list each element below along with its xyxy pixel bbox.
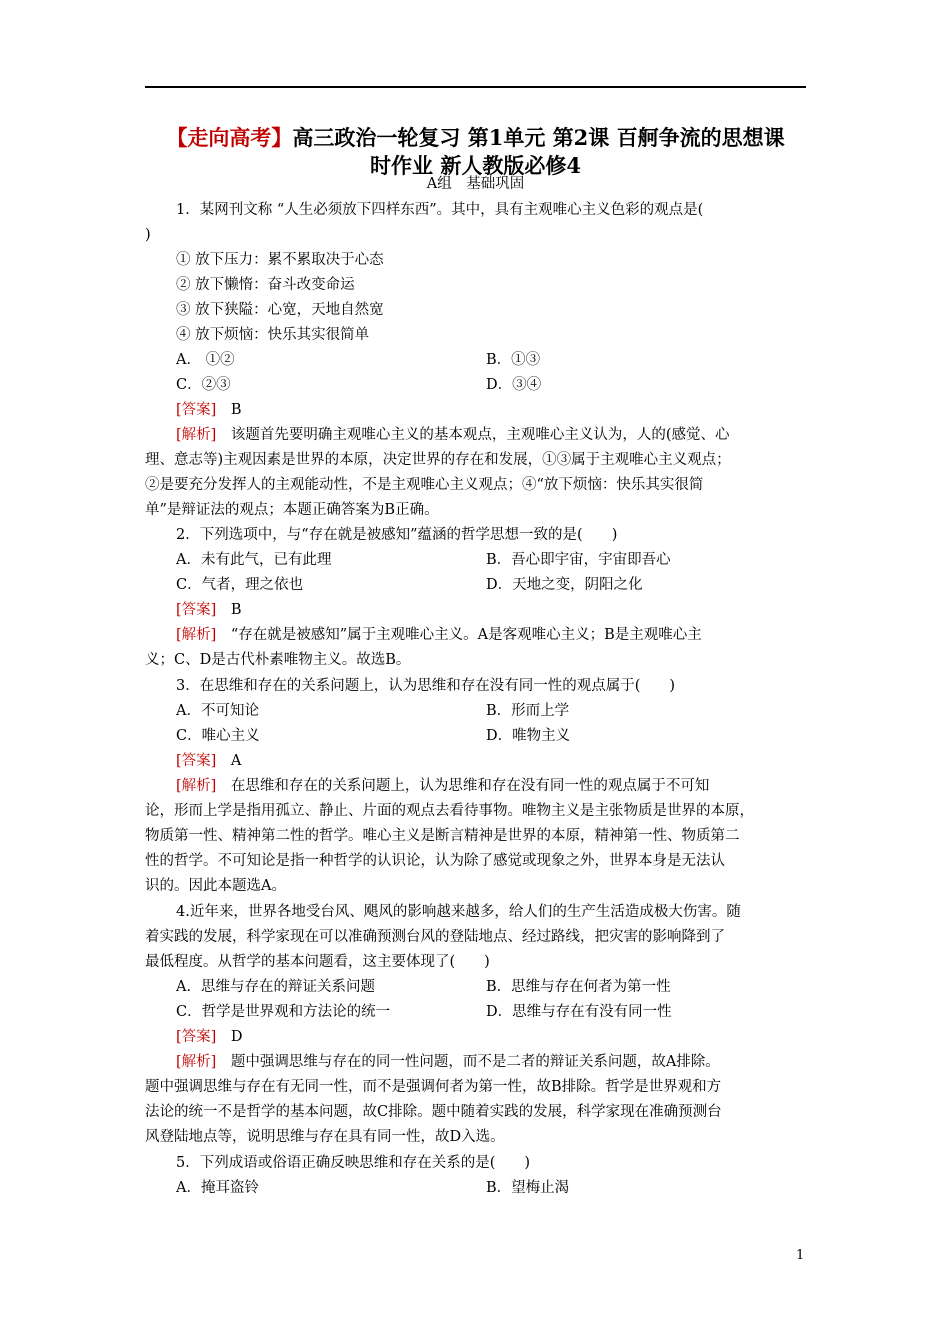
answer-label: [答案] (176, 402, 217, 418)
q4-explanation-1 (176, 1052, 720, 1072)
analysis-label: [解析] (176, 627, 217, 643)
q4-stem-3: 最低程度。从哲学的基本问题看，这主要体现了( ) (145, 954, 490, 970)
q4-stem-1: 4.近年来，世界各地受台风、飓风的影响越来越多，给人们的生产生活造成极大伤害。随 (176, 904, 741, 920)
q1-option-d: D．③④ (486, 377, 542, 393)
analysis-label: [解析] (176, 1054, 217, 1070)
q2-answer (176, 600, 241, 620)
q2-explanation-1 (176, 625, 702, 645)
q1-exp-text: 该题首先要明确主观唯心主义的基本观点，主观唯心主义认为，人的(感觉、心 (230, 427, 730, 443)
q2-option-d: D．天地之变，阴阳之化 (486, 577, 643, 593)
q5-stem: 5．下列成语或俗语正确反映思维和存在关系的是( ) (176, 1155, 531, 1171)
q4-explanation-4: 风登陆地点等，说明思维与存在具有同一性，故D入选。 (145, 1129, 505, 1145)
q1-answer-value: B (230, 402, 242, 418)
q3-option-b: B．形而上学 (486, 703, 570, 719)
q1-explanation-4: 单”是辩证法的观点；本题正确答案为B正确。 (145, 502, 439, 518)
q4-option-c: C．哲学是世界观和方法论的统一 (176, 1004, 391, 1020)
q1-option-c: C．②③ (176, 377, 231, 393)
section-heading: A组 基础巩固 (426, 176, 525, 192)
answer-label: [答案] (176, 753, 217, 769)
q2-exp-text: “存在就是被感知”属于主观唯心主义。A是客观唯心主义；B是主观唯心主 (230, 627, 702, 643)
q3-explanation-5: 识的。因此本题选A。 (145, 878, 286, 894)
q1-stem-end: ) (145, 227, 151, 243)
q1-explanation-2: 理、意志等)主观因素是世界的本原，决定世界的存在和发展，①③属于主观唯心主义观点； (145, 452, 731, 468)
q4-answer-value: D (230, 1029, 243, 1045)
header-rule (145, 86, 806, 88)
q3-answer (176, 751, 241, 771)
q2-option-c: C．气者，理之依也 (176, 577, 304, 593)
analysis-label: [解析] (176, 778, 217, 794)
q1-item-4: ④ 放下烦恼：快乐其实很简单 (176, 327, 370, 343)
q3-explanation-3: 物质第一性、精神第二性的哲学。唯心主义是断言精神是世界的本原，精神第一性、物质第二 (145, 828, 740, 844)
q2-explanation-2: 义；C、D是古代朴素唯物主义。故选B。 (145, 652, 411, 668)
q1-explanation-1 (176, 425, 729, 445)
q3-answer-value: A (230, 753, 242, 769)
q3-explanation-1 (176, 776, 709, 796)
q1-option-a: A． ①② (176, 352, 235, 368)
q4-explanation-2: 题中强调思维与存在有无同一性，而不是强调何者为第一性，故B排除。哲学是世界观和方 (145, 1079, 722, 1095)
q3-explanation-2: 论，形而上学是指用孤立、静止、片面的观点去看待事物。唯物主义是主张物质是世界的本原， (145, 803, 754, 819)
q1-answer (176, 400, 241, 420)
analysis-label: [解析] (176, 427, 217, 443)
q1-stem: 1．某网刊文称 “人生必须放下四样东西”。其中，具有主观唯心主义色彩的观点是( (176, 202, 704, 218)
title-line-1: 高三政治一轮复习 第1单元 第2课 百舸争流的思想课 (292, 125, 785, 150)
q1-item-2: ② 放下懒惰：奋斗改变命运 (176, 277, 355, 293)
q4-explanation-3: 法论的统一不是哲学的基本问题，故C排除。题中随着实践的发展，科学家现在准确预测台 (145, 1104, 722, 1120)
page-number: 1 (796, 1248, 805, 1263)
q4-option-a: A．思维与存在的辩证关系问题 (176, 979, 375, 995)
q2-answer-value: B (230, 602, 242, 618)
q4-stem-2: 着实践的发展，科学家现在可以准确预测台风的登陆地点、经过路线，把灾害的影响降到了 (145, 929, 725, 945)
q3-option-c: C．唯心主义 (176, 728, 260, 744)
q4-option-d: D．思维与存在有没有同一性 (486, 1004, 672, 1020)
q3-explanation-4: 性的哲学。不可知论是指一种哲学的认识论，认为除了感觉或现象之外，世界本身是无法认 (145, 853, 725, 869)
q2-stem: 2．下列选项中，与“存在就是被感知”蕴涵的哲学思想一致的是( ) (176, 527, 618, 543)
q3-stem: 3．在思维和存在的关系问题上，认为思维和存在没有同一性的观点属于( ) (176, 678, 676, 694)
answer-label: [答案] (176, 1029, 217, 1045)
q4-answer (176, 1027, 242, 1047)
q2-option-a: A．未有此气，已有此理 (176, 552, 332, 568)
q1-item-3: ③ 放下狭隘：心宽，天地自然宽 (176, 302, 384, 318)
q3-option-d: D．唯物主义 (486, 728, 571, 744)
q4-option-b: B．思维与存在何者为第一性 (486, 979, 671, 995)
title-prefix: 【走向高考】 (166, 125, 293, 150)
q5-option-b: B．望梅止渴 (486, 1180, 570, 1196)
q3-option-a: A．不可知论 (176, 703, 259, 719)
q1-item-1: ① 放下压力：累不累取决于心态 (176, 252, 384, 268)
title-line-2: 时作业 新人教版必修4 (370, 153, 581, 178)
q1-option-b: B．①③ (486, 352, 541, 368)
q4-exp-text: 题中强调思维与存在的同一性问题，而不是二者的辩证关系问题，故A排除。 (230, 1054, 720, 1070)
q1-explanation-3: ②是要充分发挥人的主观能动性，不是主观唯心主义观点；④“放下烦恼：快乐其实很简 (145, 477, 704, 493)
answer-label: [答案] (176, 602, 217, 618)
q2-option-b: B．吾心即宇宙，宇宙即吾心 (486, 552, 671, 568)
q3-exp-text: 在思维和存在的关系问题上，认为思维和存在没有同一性的观点属于不可知 (230, 778, 710, 794)
q5-option-a: A．掩耳盗铃 (176, 1180, 259, 1196)
